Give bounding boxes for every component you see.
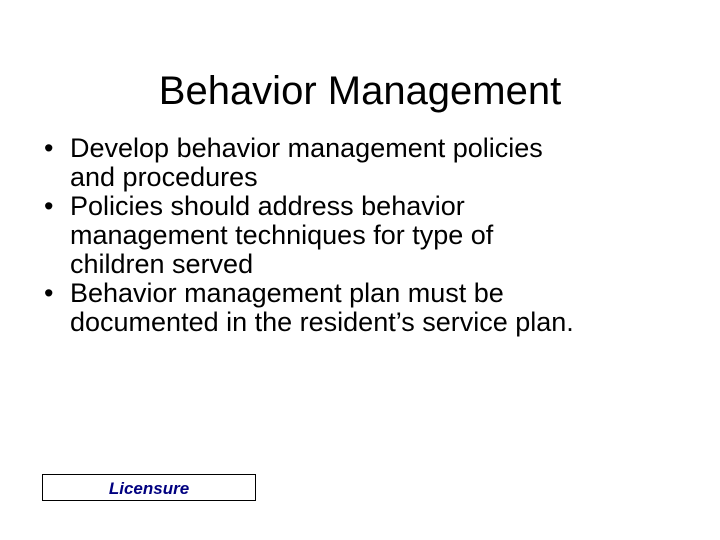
bullet-line: and procedures xyxy=(70,162,258,192)
licensure-label: Licensure xyxy=(108,479,190,498)
bullet-line: Develop behavior management policies xyxy=(70,133,543,163)
bullet-list xyxy=(44,134,694,337)
bullet-dot-icon: • xyxy=(44,278,54,308)
bullet-line: children served xyxy=(70,249,254,279)
bullet-line: documented in the resident’s service plan. xyxy=(70,307,574,337)
bullet-item-policies xyxy=(44,134,694,192)
slide-title: Behavior Management xyxy=(158,69,562,113)
bullet-dot-icon: • xyxy=(44,133,54,163)
bullet-item-techniques xyxy=(44,192,694,279)
licensure-badge xyxy=(42,474,256,501)
bullet-dot-icon: • xyxy=(44,191,54,221)
bullet-line: Behavior management plan must be xyxy=(70,278,504,308)
bullet-line: Policies should address behavior xyxy=(70,191,465,221)
bullet-line: management techniques for type of xyxy=(70,220,494,250)
bullet-item-service-plan xyxy=(44,279,694,337)
